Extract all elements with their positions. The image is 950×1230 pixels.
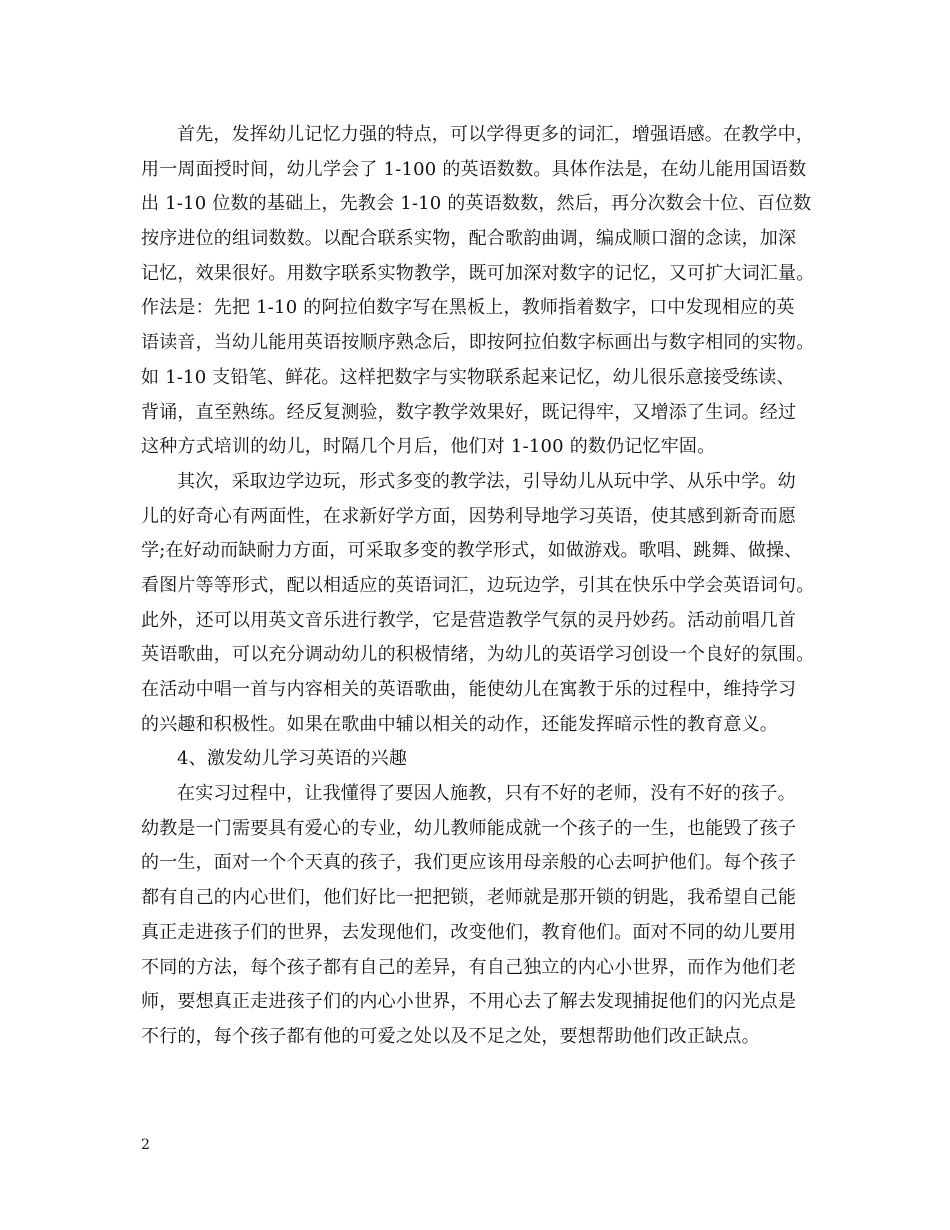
text-line: 的兴趣和积极性。如果在歌曲中辅以相关的动作，还能发挥暗示性的教育意义。 (141, 713, 778, 735)
text-line: 不同的方法，每个孩子都有自己的差异，有自己独立的内心小世界，而作为他们老 (141, 956, 797, 978)
text-line: 真正走进孩子们的世界，去发现他们，改变他们，教育他们。面对不同的幼儿要用 (141, 921, 797, 943)
text-line: 记忆，效果很好。用数字联系实物教学，既可加深对数字的记忆，又可扩大词汇量。 (141, 262, 815, 284)
text-line: 作法是：先把 1-10 的阿拉伯数字写在黑板上，教师指着数字，口中发现相应的英 (141, 297, 795, 319)
text-line: 不行的，每个孩子都有他的可爱之处以及不足之处，要想帮助他们改正缺点。 (141, 1025, 760, 1047)
text-line: 此外，还可以用英文音乐进行教学，它是营造教学气氛的灵丹妙药。活动前唱几首 (141, 609, 797, 631)
text-line: 在活动中唱一首与内容相关的英语歌曲，能使幼儿在寓教于乐的过程中，维持学习 (141, 679, 797, 700)
paragraph-first-line: 4、激发幼儿学习英语的兴趣 (177, 748, 408, 770)
text-line: 师，要想真正走进孩子们的内心小世界，不用心去了解去发现捕捉他们的闪光点是 (141, 991, 797, 1013)
text-line: 语读音，当幼儿能用英语按顺序熟念后，即按阿拉伯数字标画出与数字相同的实物。 (141, 332, 815, 354)
text-line: 如 1-10 支铅笔、鲜花。这样把数字与实物联系起来记忆，幼儿很乐意接受练读、 (141, 366, 795, 388)
text-line: 学;在好动而缺耐力方面，可采取多变的教学形式，如做游戏。歌唱、跳舞、做操、 (141, 540, 803, 562)
text-line: 幼教是一门需要具有爱心的专业，幼儿教师能成就一个孩子的一生，也能毁了孩子 (141, 817, 797, 839)
text-line: 用一周面授时间，幼儿学会了 1-100 的英语数数。具体作法是，在幼儿能用国语数 (141, 158, 807, 180)
text-line: 的一生，面对一个个天真的孩子，我们更应该用母亲般的心去呵护他们。每个孩子 (141, 852, 797, 874)
paragraph-first-line: 其次，采取边学边玩，形式多变的教学法，引导幼儿从玩中学、从乐中学。幼 (177, 470, 796, 492)
text-line: 出 1-10 位数的基础上，先教会 1-10 的英语数数，然后，再分次数会十位、百位数 (141, 193, 812, 215)
page-number: 2 (141, 1137, 150, 1153)
text-line: 儿的好奇心有两面性，在求新好学方面，因势利导地学习英语，使其感到新奇而愿 (141, 505, 797, 527)
text-line: 背诵，直至熟练。经反复测验，数字教学效果好，既记得牢，又增添了生词。经过 (141, 401, 797, 423)
text-line: 看图片等等形式，配以相适应的英语词汇，边玩边学，引其在快乐中学会英语词句。 (141, 574, 815, 596)
text-line: 这种方式培训的幼儿，时隔几个月后，他们对 1-100 的数仍记忆牢固。 (141, 436, 716, 458)
paragraph-first-line: 在实习过程中，让我懂得了要因人施教，只有不好的老师，没有不好的孩子。 (177, 783, 796, 805)
text-line: 都有自己的内心世们，他们好比一把把锁，老师就是那开锁的钥匙，我希望自己能 (141, 887, 797, 909)
paragraph-first-line: 首先，发挥幼儿记忆力强的特点，可以学得更多的词汇，增强语感。在教学中， (177, 124, 814, 145)
text-line: 英语歌曲，可以充分调动幼儿的积极情绪，为幼儿的英语学习创设一个良好的氛围。 (141, 644, 815, 666)
text-line: 按序进位的组词数数。以配合联系实物，配合歌韵曲调，编成顺口溜的念读，加深 (141, 228, 797, 250)
document-body (141, 118, 821, 1055)
